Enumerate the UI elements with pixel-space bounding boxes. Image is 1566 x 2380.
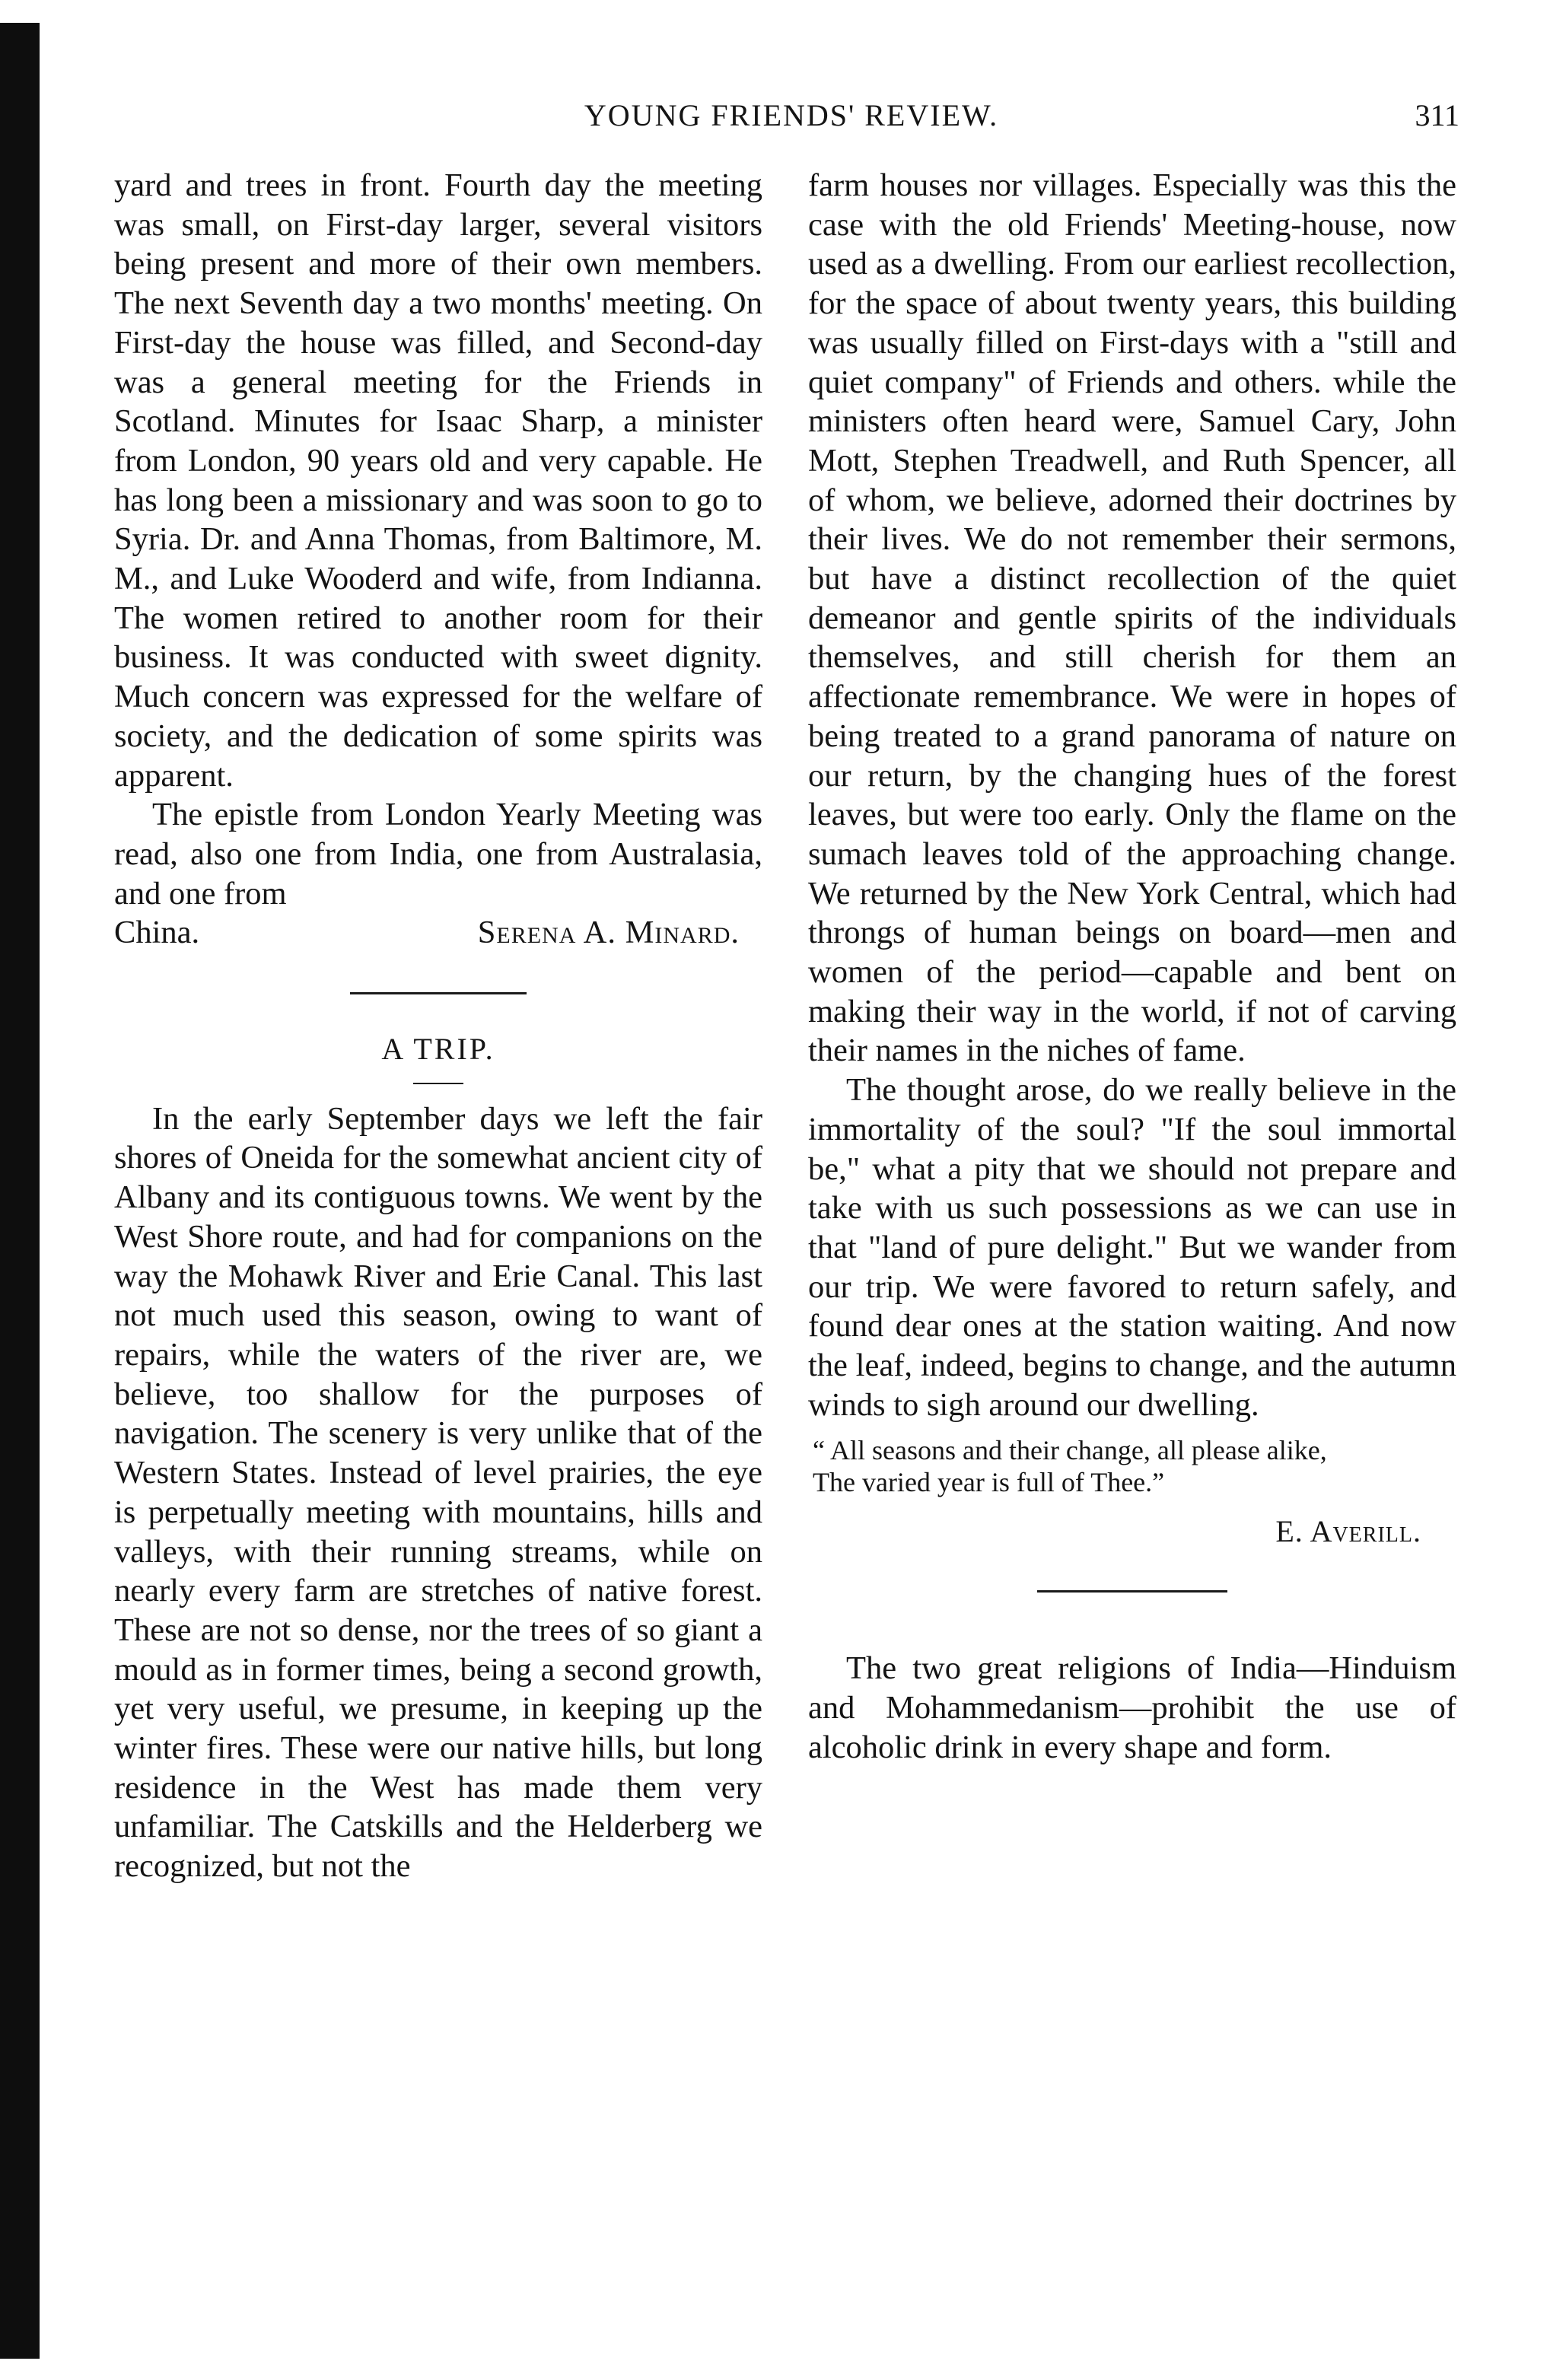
author-signature: E. Averill. [1275, 1513, 1421, 1548]
left-column [114, 166, 762, 1886]
epistle-end: China. [114, 915, 200, 951]
epistle-paragraph: The epistle from London Yearly Meeting was read, also one from India, one from Australasia, and one from [114, 797, 762, 912]
verse-line: The varied year is full of Thee.” [813, 1466, 1165, 1497]
binding-edge [0, 23, 40, 2359]
thought-paragraph: The thought arose, do we really believe in the immortality of the soul? "If the soul immortal be," what a pity that we should not prepare and take with us such possessions as we can use in that "land of pure delight." But we wander from our trip. We were favored to return safely, and found dear ones at the station waiting. And now the leaf, indeed, begins to change, and the autumn winds to sigh around our dwelling. [808, 1072, 1456, 1423]
trip-paragraph: In the early September days we left the fair shores of Oneida for the somewhat ancient city of Albany and its contiguous towns. We went by the West Shore route, and had for companions on the way the Mohawk River and Erie Canal. This last not much used this season, owing to want of repairs, while the waters of the river are, we believe, too shallow for the purposes of navigation. The scenery is very unlike that of the Western States. Instead of level prairies, the eye is perpetually meeting with mountains, hills and valleys, with their running streams, while on nearly every farm are stretches of native forest. These are not so dense, nor the trees of so giant a mould as in former times, being a second growth, yet very useful, we presume, in keeping up the winter fires. These were our native hills, but long residence in the West has made them very unfamiliar. The Catskills and the Helderberg we recognized, but not the [114, 1100, 762, 1885]
article-title: A TRIP. [381, 1032, 495, 1067]
closing-paragraph: The two great religions of India—Hinduism and Mohammedanism—prohibit the use of alcoholic drink in every shape and form. [808, 1650, 1456, 1765]
signature: Serena A. Minard. [477, 915, 740, 951]
running-header [114, 93, 1469, 138]
verse-line: “ All seasons and their change, all please alike, [813, 1434, 1327, 1465]
signature-line [114, 913, 762, 953]
continued-paragraph: farm houses nor villages. Especially was this the case with the old Friends' Meeting-house, now used as a dwelling. From our earliest recollection, for the space of about twenty years, this building was usually filled on First-days with a "still and quiet company" of Friends and others. while the ministers often heard were, Samuel Cary, John Mott, Stephen Treadwell, and Ruth Spencer, all of whom, we believe, adorned their doctrines by their lives. We do not remember their sermons, but have a distinct recollection of the quiet demeanor and gentle spirits of the individuals themselves, and still cherish for them an affectionate remembrance. We were in hopes of being treated to a grand panorama of nature on our return, by the changing hues of the forest leaves, but were too early. Only the flame on the sumach leaves told of the approaching change. We returned by the New York Central, which had throngs of human beings on board—men and women of the period—capable and bent on making their way in the world, if not of carving their names in the niches of fame. [808, 167, 1456, 1069]
page-number: 311 [1415, 98, 1459, 132]
journal-title: YOUNG FRIENDS' REVIEW. [584, 98, 999, 132]
right-column [808, 166, 1456, 1767]
continued-paragraph: yard and trees in front. Fourth day the meeting was small, on First-day larger, several visitors being present and more of their own members. The next Seventh day a two months' meeting. On First-day the house was filled, and Second-day was a general meeting for the Friends in Scotland. Minutes for Isaac Sharp, a minister from London, 90 years old and very capable. He has long been a missionary and was soon to go to Syria. Dr. and Anna Thomas, from Baltimore, M. M., and Luke Wooderd and wife, from Indianna. The women retired to another room for their business. It was conducted with sweet dignity. Much concern was expressed for the welfare of society, and the dedication of some spirits was apparent. [114, 167, 762, 794]
